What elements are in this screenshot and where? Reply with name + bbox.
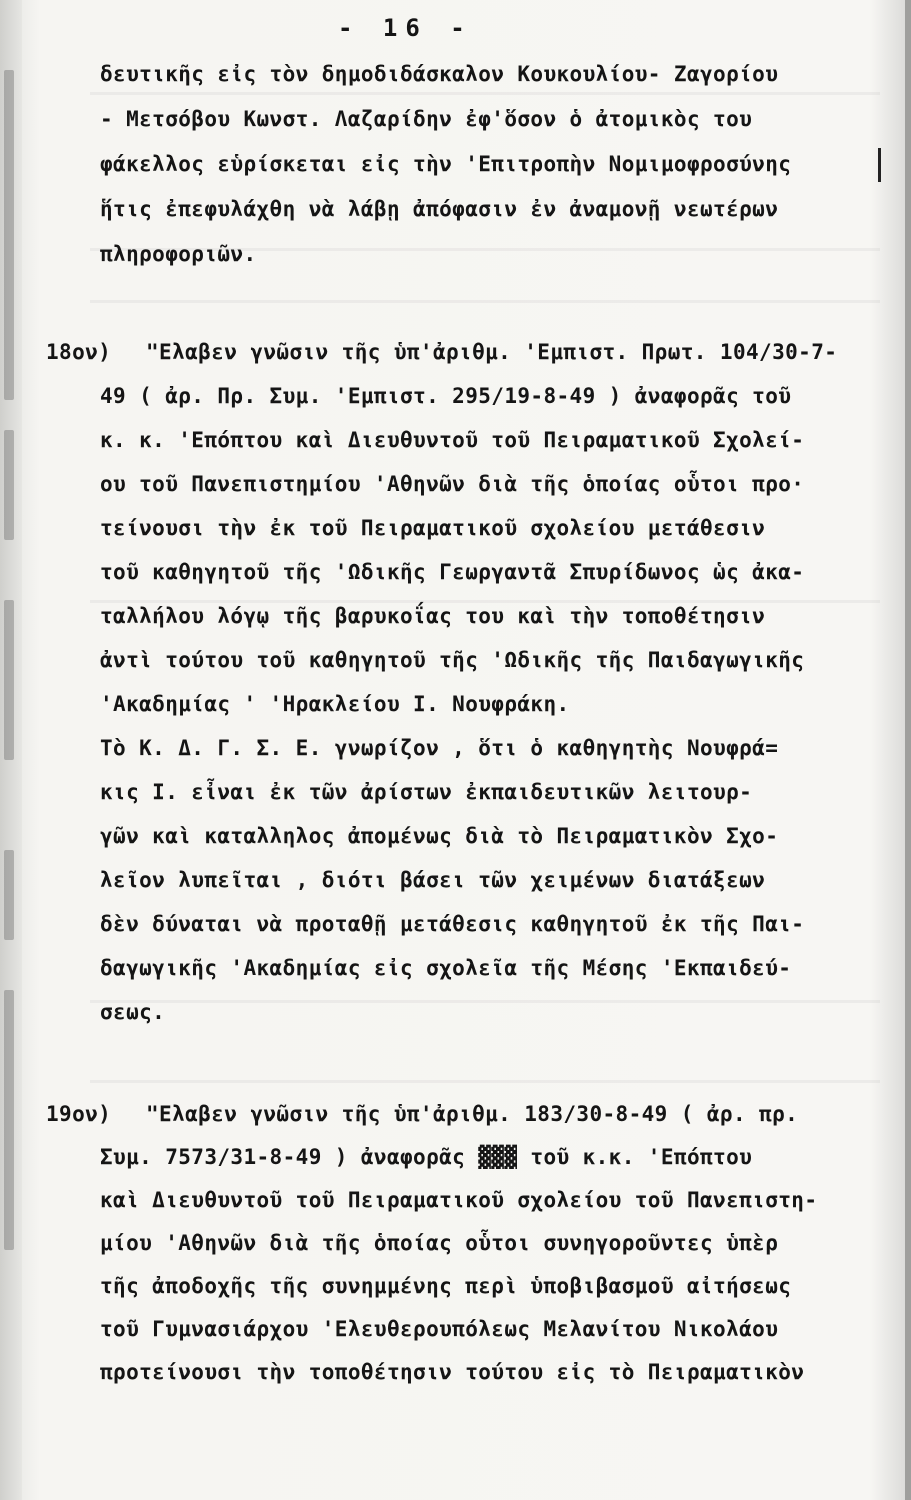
text-line: λεῖον λυπεῖται , διότι βάσει τῶν χειμένων διατάξεων [100, 868, 766, 892]
item-number-18: 18ον) [46, 340, 112, 364]
margin-bracket-mark [878, 148, 881, 182]
text-line: προτείνουσι τὴν τοποθέτησιν τούτου εἰς τὸ Πειραματικὸν [100, 1360, 805, 1384]
text-line: Συμ. 7573/31-8-49 ) ἀναφορᾶς ▓▓▓ τοῦ κ.κ. 'Επόπτου [100, 1145, 753, 1169]
show-through-line [90, 92, 880, 95]
text-line: 'Ακαδημίας ' 'Ηρακλείου Ι. Νουφράκη. [100, 692, 570, 716]
text-line: φάκελλος εὑρίσκεται εἰς τὴν 'Επιτροπὴν Νομιμοφροσύνης [100, 152, 792, 176]
text-line: τοῦ καθηγητοῦ τῆς 'Ωδικῆς Γεωργαντᾶ Σπυρίδωνος ὡς ἀκα- [100, 560, 805, 584]
text-line: "Ελαβεν γνῶσιν τῆς ὑπ'ἀριθμ. 'Εμπιστ. Πρωτ. 104/30-7- [146, 340, 838, 364]
show-through-line [90, 1080, 880, 1083]
left-margin-strip [0, 0, 22, 1500]
text-line: ταλλήλου λόγῳ τῆς βαρυκοΐας του καὶ τὴν τοποθέτησιν [100, 604, 766, 628]
text-line: πληροφοριῶν. [100, 242, 257, 266]
text-line: 49 ( ἀρ. Πρ. Συμ. 'Εμπιστ. 295/19-8-49 ) ἀναφορᾶς τοῦ [100, 384, 792, 408]
text-line: δὲν δύναται νὰ προταθῇ μετάθεσις καθηγητοῦ ἐκ τῆς Παι- [100, 912, 805, 936]
margin-bleed-mark [4, 850, 14, 940]
text-line: ἀντὶ τούτου τοῦ καθηγητοῦ τῆς 'Ωδικῆς τῆς Παιδαγωγικῆς [100, 648, 805, 672]
text-line: γῶν καὶ καταλληλος ἀπομένως διὰ τὸ Πειραματικὸν Σχο- [100, 824, 779, 848]
text-line: τῆς ἀποδοχῆς τῆς συνημμένης περὶ ὑποβιβασμοῦ αἰτήσεως [100, 1274, 792, 1298]
text-line: δευτικῆς εἰς τὸν δημοδιδάσκαλον Κουκουλίου- Ζαγορίου [100, 62, 779, 86]
text-line: σεως. [100, 1000, 166, 1024]
margin-bleed-mark [4, 990, 14, 1250]
text-line: δαγωγικῆς 'Ακαδημίας εἰς σχολεῖα τῆς Μέσης 'Εκπαιδεύ- [100, 956, 792, 980]
margin-bleed-mark [4, 430, 14, 540]
text-line: καὶ Διευθυντοῦ τοῦ Πειραματικοῦ σχολείου τοῦ Πανεπιστη- [100, 1188, 818, 1212]
show-through-line [90, 300, 880, 303]
text-line: ἥτις ἐπεφυλάχθη νὰ λάβῃ ἀπόφασιν ἐν ἀναμονῇ νεωτέρων [100, 197, 779, 221]
text-line: κις Ι. εἶναι ἐκ τῶν ἀρίστων ἐκπαιδευτικῶν λειτουρ- [100, 780, 753, 804]
text-line: - Μετσόβου Κωνστ. Λαζαρίδην ἐφ'ὅσον ὁ ἀτομικὸς του [100, 107, 753, 131]
show-through-line [90, 1000, 880, 1003]
text-line: κ. κ. 'Επόπτου καὶ Διευθυντοῦ τοῦ Πειραματικοῦ Σχολεί- [100, 428, 805, 452]
text-line: τείνουσι τὴν ἐκ τοῦ Πειραματικοῦ σχολείου μετάθεσιν [100, 516, 766, 540]
text-line: μίου 'Αθηνῶν διὰ τῆς ὁποίας οὗτοι συνηγοροῦντες ὑπὲρ [100, 1231, 779, 1255]
margin-bleed-mark [4, 70, 14, 400]
page-number: - 16 - [338, 14, 473, 42]
text-line: "Ελαβεν γνῶσιν τῆς ὑπ'ἀριθμ. 183/30-8-49 ( ἀρ. πρ. [146, 1102, 799, 1126]
right-page-edge [905, 0, 911, 1500]
margin-bleed-mark [4, 600, 14, 760]
item-number-19: 19ον) [46, 1102, 112, 1126]
text-line: τοῦ Γυμνασιάρχου 'Ελευθερουπόλεως Μελανίτου Νικολάου [100, 1317, 779, 1341]
text-line: ου τοῦ Πανεπιστημίου 'Αθηνῶν διὰ τῆς ὁποίας οὗτοι προ· [100, 472, 805, 496]
text-line: Τὸ Κ. Δ. Γ. Σ. Ε. γνωρίζον , ὅτι ὁ καθηγητὴς Νουφρά= [100, 736, 779, 760]
